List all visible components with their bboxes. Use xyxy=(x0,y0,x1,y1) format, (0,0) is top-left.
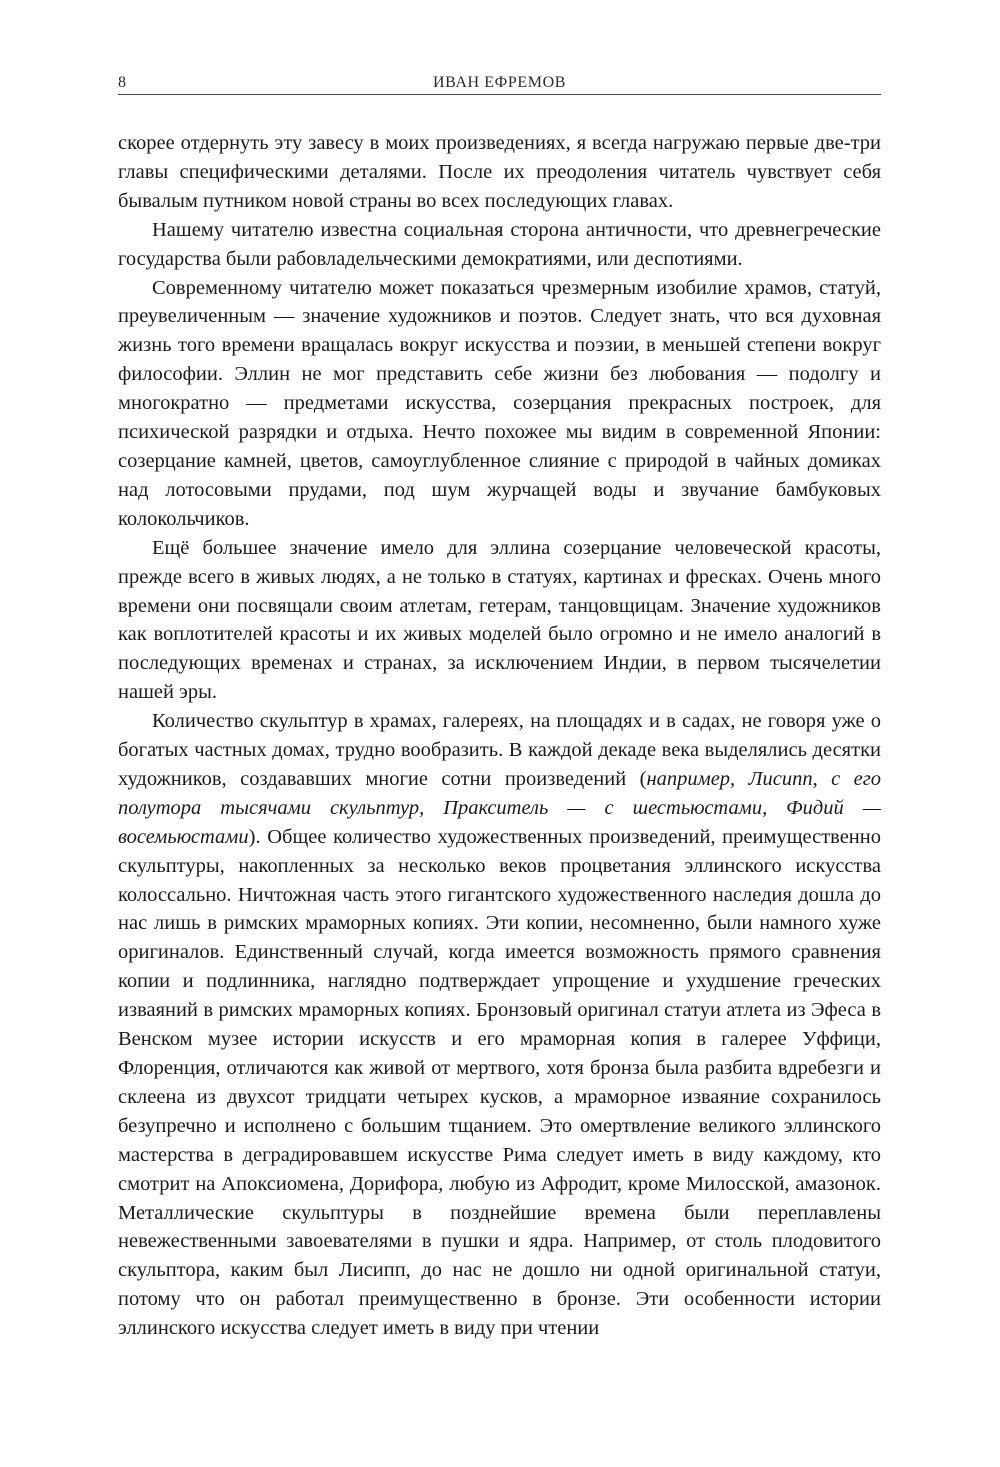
page-number: 8 xyxy=(118,74,126,91)
paragraph-text: Количество скульптур в храмах, галереях, на площадях и в садах, не говоря уже о богатых частных домах, трудно вообразить. В каждой декаде века выделялись десятки художников, создававших многие сотни произведений ( xyxy=(118,710,881,790)
book-page xyxy=(118,70,881,1343)
paragraph: Современному читателю может показаться чрезмерным изобилие храмов, статуй, преувеличенным — значение художников и поэтов. Следует знать, что вся духовная жизнь того времени вращалась вокруг искусства и поэзии, в меньшей степени вокруг философии. Эллин не мог представить себе жизни без любования — подолгу и многократно — предметами искусства, созерцания прекрасных построек, для психической разрядки и отдыха. Нечто похожее мы видим в современной Японии: созерцание камней, цветов, самоуглубленное слияние с природой в чайных домиках над лотосовыми прудами, под шум журчащей воды и звучание бамбуковых колокольчиков. xyxy=(118,276,881,530)
paragraph: скорее отдернуть эту завесу в моих произведениях, я всегда нагружаю первые две-три главы специфическими деталями. После их преодоления читатель чувствует себя бывалым путником новой страны во всех последующих главах. xyxy=(118,132,881,212)
paragraph: Нашему читателю известна социальная сторона античности, что древнегреческие государства были рабовладельческими демократиями, или деспотиями. xyxy=(118,218,881,270)
paragraph: Ещё большее значение имело для эллина созерцание человеческой красоты, прежде всего в живых людях, а не только в статуях, картинах и фресках. Очень много времени они посвящали своим атлетам, гетерам, танцовщицам. Значение художников как воплотителей красоты и их живых моделей было огромно и не имело аналогий в последующих временах и странах, за исключением Индии, в первом тысячелетии нашей эры. xyxy=(118,536,881,704)
italic-aside: например, Лисипп, с его полутора тысячами скульптур, Пракситель — с шестьюстами, Фидий — восемьюстами xyxy=(118,767,882,848)
paragraph-text: ). Общее количество художественных произведений, преимущественно скульптуры, накопленных за несколько веков процветания эллинского искусства колоссально. Ничтожная часть этого гигантского художественного наследия дошла до нас лишь в римских мраморных копиях. Эти копии, несомненно, были намного хуже оригиналов. Единственный случай, когда имеется возможность прямого сравнения копии и подлинника, наглядно подтверждает упрощение и ухудшение греческих изваяний в римских мраморных копиях. Бронзовый оригинал статуи атлета из Эфеса в Венском музее истории искусств и его мраморная копия в галерее Уффици, Флоренция, отличаются как живой от мертвого, хотя бронза была разбита вдребезги и склеена из двухсот тридцати четырех кусков, а мраморное изваяние сохранилось безупречно и исполнено с большим тщанием. Это омертвление великого эллинского мастерства в деградировавшем искусстве Рима следует иметь в виду каждому, кто смотрит на Апоксиомена, Дорифора, любую из Афродит, кроме Милосской, амазонок. Металлические скульптуры в позднейшие времена были переплавлены невежественными завоевателями в пушки и ядра. Например, от столь плодовитого скульптора, каким был Лисипп, до нас не дошло ни одной оригинальной статуи, потому что он работал преимущественно в бронзе. Эти особенности истории эллинского искусства следует иметь в виду при чтении xyxy=(118,825,881,1340)
running-head xyxy=(118,70,881,95)
running-title: ИВАН ЕФРЕМОВ xyxy=(432,74,567,91)
paragraph xyxy=(118,707,881,1343)
body-text xyxy=(118,129,881,1343)
